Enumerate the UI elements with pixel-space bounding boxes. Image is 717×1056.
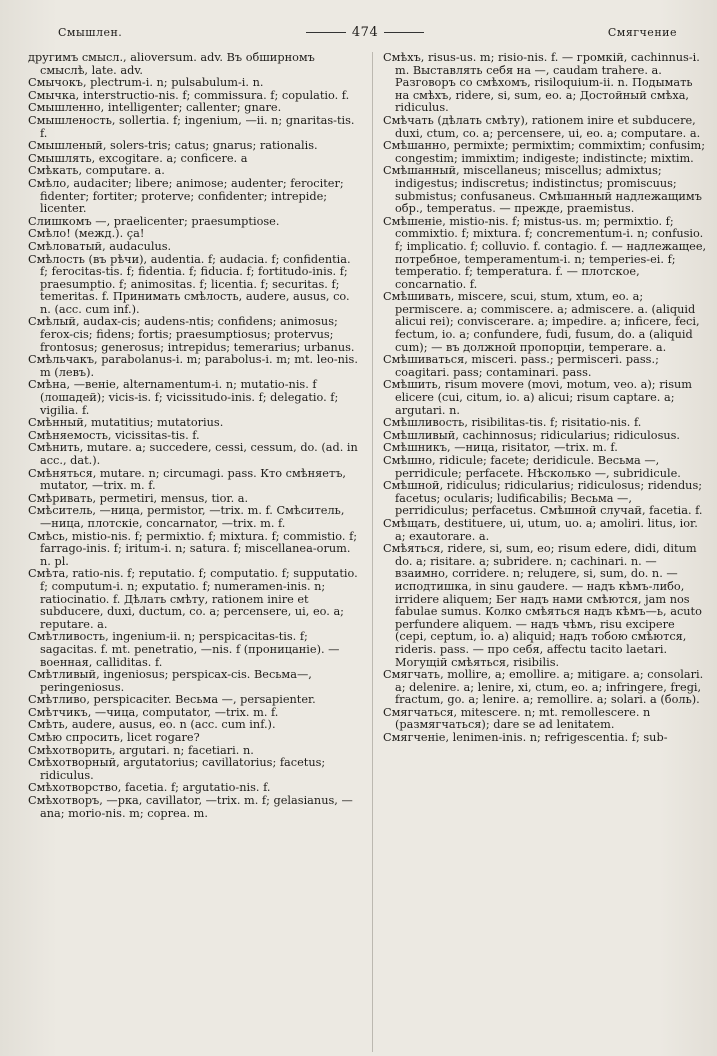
page-number: [300, 25, 430, 40]
dictionary-entry: Смѣкать, computare. a.: [28, 164, 165, 178]
dictionary-entry: Смѣта, ratio-nis. f; reputatio. f; computatio. f; supputatio. f; computum-i. n; exputatio. f; numeramen-inis. n; ratiocinatio. f. Дѣлать смѣту, rationem inire et subducere, duxi, ductum, co. a; percensere, ui, eo. a; reputare. a.: [28, 567, 358, 631]
dictionary-entry: Смѣхотворъ, —рка, cavillator, —trix. m. f; gelasianus, —ana; morio-nis. m; coprea. m.: [28, 794, 353, 820]
dictionary-entry: Смѣшанный, miscellaneus; miscellus; admixtus; indigestus; indiscretus; indistinctus; promiscuus; submistus; confusaneus. Смѣшанный надлежащимъ обр., temperatus. — прежде, praemistus.: [382, 164, 702, 216]
dictionary-entry: Смѣшеніе, mistio-nis. f; mistus-us. m; permixtio. f; commixtio. f; mixtura. f; concrementum-i. n; confusio. f; implicatio. f; colluvio. f. contagio. f. — надлежащее, потребное, temperamentum-i. n; temperies-ei. f; temperatio. f; temperatura. f. — плотское, concarnatio. f.: [382, 214, 707, 291]
dictionary-entry: Смягчать, mollire, a; emollire. a; mitigare. a; consolari. a; delenire. a; lenire, xi, ctum, eo. a; infringere, fregi, fractum, go. a; lenire. a; remollire. a; solari. a (боль).: [382, 668, 704, 707]
dictionary-entry: Смѣна, —веніе, alternamentum-i. n; mutatio-nis. f (лошадей); vicis-is. f; vicissitudo-inis. f; delegatio. f; vigilia. f.: [28, 378, 339, 417]
dictionary-entry: Смѣтливо, perspicaciter. Весьма —, persapienter.: [28, 693, 316, 707]
dictionary-entry: Смѣтливый, ingeniosus; perspicax-cis. Весьма—, peringeniosus.: [28, 668, 312, 694]
dictionary-entry: Смѣривать, permetiri, mensus, tior. a.: [28, 491, 249, 505]
dictionary-entry: Смышлять, excogitare. a; conficere. a: [28, 151, 248, 165]
dictionary-entry: Смѣхотворить, argutari. n; facetiari. n.: [28, 743, 254, 757]
dictionary-entry: Смѣшанно, permixte; permixtim; commixtim; confusim; congestim; immixtim; indigeste; indistincte; mixtim.: [382, 139, 706, 165]
dictionary-entry: Смягчаться, mitescere. n; mt. remollescere. n (размягчаться); dare se ad lenitatem.: [382, 705, 651, 732]
dictionary-entry: Смѣшливый, cachinnosus; ridicularius; ridiculosus.: [382, 428, 681, 442]
dictionary-entry: Смѣтчикъ, —чица, computator, —trix. m. f.: [28, 705, 279, 719]
page-header: [28, 22, 707, 42]
dictionary-entry: Смѣло! (межд.). ça!: [28, 227, 145, 241]
dictionary-entry: Смѣняться, mutare. n; circumagi. pass. Кто смѣняетъ, mutator, —trix. m. f.: [28, 466, 346, 493]
dictionary-entry: Смѣшливость, risibilitas-tis. f; risitatio-nis. f.: [382, 416, 642, 430]
dictionary-entry: Смѣшной, ridiculus; ridicularius; ridiculosus; ridendus; facetus; ocularis; ludificabilis; Весьма —, perridiculus; perfacetus. Смѣшной случай, facetia. f.: [382, 479, 703, 518]
dictionary-entry: Смѣнный, mutatitius; mutatorius.: [28, 416, 224, 430]
left-column: [28, 52, 358, 1052]
dictionary-entry: Смѣю спросить, licet rogare?: [28, 731, 200, 745]
dictionary-entry: Смѣхотворный, argutatorius; cavillatorius; facetus; ridiculus.: [28, 756, 326, 782]
columns: [28, 52, 707, 1052]
dictionary-entry: Смѣловатый, audaculus.: [28, 239, 172, 253]
dictionary-entry: Смѣло, audaciter; libere; animose; audenter; ferociter; fidenter; fortiter; proterve; confidenter; intrepide; licenter.: [28, 176, 344, 216]
dictionary-entry: Смѣтливость, ingenium-ii. n; perspicacitas-tis. f; sagacitas. f. mt. penetratio, —nis. f (проницаніе). — военная, calliditas. f.: [28, 630, 340, 669]
header-rule-left: [306, 32, 346, 33]
dictionary-entry: Смѣхотворство, facetia. f; argutatio-nis. f.: [28, 781, 271, 795]
dictionary-entry: Смѣшить, risum movere (movi, motum, veo. a); risum elicere (cui, citum, io. a) alicui; risum captare. a; argutari. n.: [382, 378, 692, 417]
dictionary-entry: Слишкомъ —, praelicenter; praesumptiose.: [28, 214, 280, 228]
dictionary-entry: Смычка, interstructio-nis. f; commissura. f; copulatio. f.: [28, 88, 350, 102]
dictionary-entry: другимъ смысл., alioversum. adv. Въ обширномъ смыслѣ, late. adv.: [28, 52, 315, 77]
dictionary-entry: Смѣхъ, risus-us. m; risio-nis. f. — громкій, cachinnus-i. m. Выставлять себя на —, caudam trahere. a. Разговоръ со смѣхомъ, risiloquium-ii. n. Подымать на смѣхъ, ridere, si, sum, eo. a; Достойный смѣха, ridiculus.: [382, 52, 700, 115]
dictionary-entry: Смѣлость (въ рѣчи), audentia. f; audacia. f; confidentia. f; ferocitas-tis. f; fidentia. f; fiducia. f; fortitudo-inis. f; praesumptio. f; animositas. f; licentia. f; securitas. f; temeritas. f. Принимать смѣлость, audere, ausus, co. n. (acc. cum inf.).: [28, 252, 351, 316]
dictionary-entry: Смѣть, audere, ausus, eo. n (acc. cum inf.).: [28, 718, 276, 732]
dictionary-entry: Смышленость, sollertia. f; ingenium, —ii. n; gnaritas-tis. f.: [28, 113, 355, 140]
dictionary-entry: Смѣситель, —ница, permistor, —trix. m. f. Смѣситель, —ница, плотскіе, concarnator, —trix. m. f.: [28, 504, 345, 530]
right-column: [372, 52, 707, 1052]
page-number-text: 474: [351, 24, 379, 40]
running-head-right: Смягчение: [607, 25, 677, 39]
dictionary-entry: Смѣшивать, miscere, scui, stum, xtum, eo. a; permiscere. a; commiscere. a; admiscere. a. (aliquid alicui rei); conviscerare. a; impedire. a; inficere, feci, fectum, io. a; confundere, fudi, fusum, do. a (aliquid cum); — въ должной пропорціи, temperare. a.: [382, 290, 700, 354]
dictionary-entry: Смѣнить, mutare. a; succedere, cessi, cessum, do. (ad. in acc., dat.).: [28, 441, 358, 467]
running-head-left: Смышлен.: [58, 25, 123, 39]
dictionary-entry: Смышленый, solers-tris; catus; gnarus; rationalis.: [28, 139, 318, 153]
dictionary-entry: Смѣчать (дѣлать смѣту), rationem inire et subducere, duxi, ctum, co. a; percensere, ui, eo. a; computare. a.: [382, 113, 701, 140]
dictionary-entry: Смычокъ, plectrum-i. n; pulsabulum-i. n.: [28, 76, 264, 90]
dictionary-entry: Смѣщать, destituere, ui, utum, uo. a; amoliri. litus, ior. a; exautorare. a.: [382, 516, 698, 543]
dictionary-entry: Смѣшникъ, —ница, risitator, —trix. m. f.: [382, 441, 618, 455]
header-rule-right: [384, 32, 424, 33]
dictionary-entry: Смѣшно, ridicule; facete; deridicule. Весьма —, perridicule; perfacete. Нѣсколько —, subridicule.: [382, 454, 681, 480]
dictionary-entry: Смѣсь, mistio-nis. f; permixtio. f; mixtura. f; commistio. f; farrago-inis. f; iritum-i. n; satura. f; miscellanea-orum. n. pl.: [28, 529, 358, 568]
dictionary-entry: Смѣшиваться, misceri. pass.; permisceri. pass.; coagitari. pass; contaminari. pass.: [382, 353, 659, 379]
dictionary-entry: Смѣняемость, vicissitas-tis. f.: [28, 428, 200, 442]
dictionary-entry: Смѣльчакъ, parabolanus-i. m; parabolus-i. m; mt. leo-nis. m (левъ).: [28, 353, 358, 379]
dictionary-entry: Смышленно, intelligenter; callenter; gnare.: [28, 101, 282, 115]
dictionary-entry: Смягченіе, lenimen-inis. n; refrigescentia. f; sub-: [382, 731, 668, 745]
dictionary-entry: Смѣяться, ridere, si, sum, eo; risum edere, didi, ditum do. a; risitare. a; subridere. n; cachinari. n. — взаимно, corridere. n; reluдere, si, sum, do. n. — исподтишка, in sinu gaudere. — надъ кѣмъ-либо, irridere aliquem; Бег надъ нами смѣются, jam nos fabulae sumus. Колко смѣяться надъ кѣмъ—ь, acuto perfundere aliquem. — надъ чѣмъ, risu excipere (cepi, ceptum, io. a) aliquid; надъ тобою смѣются, rideris. pass. — про себя, affectu tacito laetari. Могущій смѣяться, risibilis.: [382, 542, 702, 669]
dictionary-entry: Смѣлый, audax-cis; audens-ntis; confidens; animosus; ferox-cis; fidens; fortis; praesumptiosus; protervus; frontosus; generosus; intrepidus; temerarius; urbanus.: [28, 315, 355, 354]
